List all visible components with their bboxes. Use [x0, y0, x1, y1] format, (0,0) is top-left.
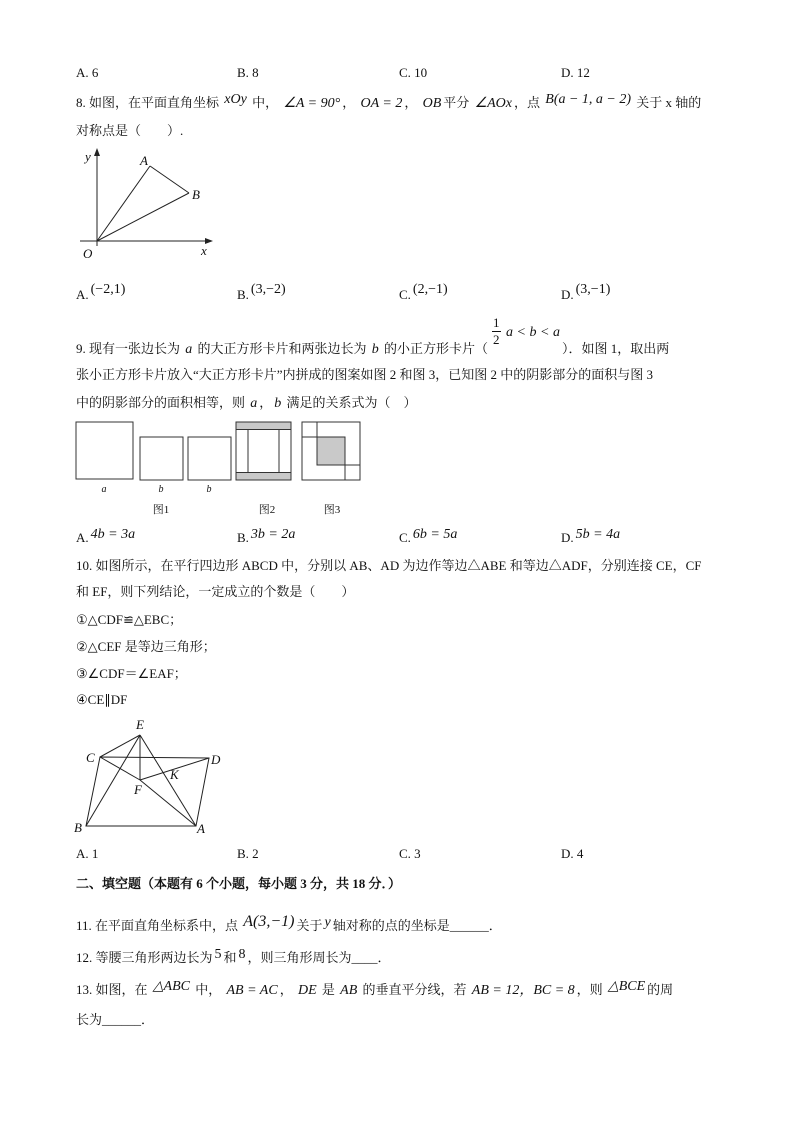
label-e: E	[136, 717, 144, 732]
option-letter: D.	[561, 287, 574, 302]
q8-option-d	[561, 282, 612, 305]
q12-text: 12. 等腰三角形两边长为	[76, 950, 213, 965]
q8-text: ，	[342, 95, 356, 110]
q13-text: ，	[279, 982, 293, 997]
segment-oa	[97, 166, 150, 241]
q11-text: 11. 在平面直角坐标系中，点	[76, 918, 239, 933]
q9-text: 中的阴影部分的面积相等，则	[76, 395, 246, 410]
q9-option-d	[561, 529, 622, 548]
q10-option-b: B. 2	[237, 846, 259, 861]
q12-num-5: 5	[214, 947, 222, 962]
caption-fig3: 图3	[323, 504, 341, 516]
q9-text: 的小正方形卡片（	[384, 341, 489, 356]
q9-option-b	[237, 529, 297, 548]
q12-stem	[76, 949, 391, 968]
label-c: C	[86, 750, 95, 765]
q8-option-b	[237, 282, 288, 305]
segment-ob	[97, 193, 189, 241]
fig2-shaded-bottom	[236, 473, 291, 481]
option-value: 4b = 3a	[90, 527, 136, 542]
q10-statement-1: ①△CDF≌△EBC；	[76, 612, 183, 627]
q8-option-c	[399, 282, 450, 305]
q7-option-a: A. 6	[76, 65, 99, 80]
y-axis-arrow-icon	[94, 148, 100, 156]
option-letter: B.	[237, 530, 249, 545]
q10-parallelogram-figure	[70, 716, 230, 840]
q10-statement-2: ②△CEF 是等边三角形；	[76, 639, 216, 654]
label-k: K	[170, 767, 179, 782]
option-letter: A.	[76, 530, 89, 545]
q9-text: ，	[259, 395, 273, 410]
option-value: 6b = 5a	[412, 527, 458, 542]
q13-math-lengths: AB = 12，BC = 8	[471, 983, 575, 998]
q8-text: 关于 x 轴的	[636, 95, 702, 110]
label-b1: b	[158, 484, 164, 495]
q13-math-triangle-bce: △BCE	[607, 979, 646, 994]
q9-var-a: a	[185, 342, 193, 357]
segment-eb	[86, 735, 140, 826]
q11-stem	[76, 913, 502, 936]
fig2-small-square-left	[236, 430, 279, 473]
q7-option-c: C. 10	[399, 65, 428, 80]
option-value: (2,−1)	[412, 282, 448, 297]
q9-inequality-text: a < b < a	[506, 325, 560, 340]
q12-text: 和	[223, 950, 237, 965]
label-a: a	[101, 484, 107, 495]
q13-stem-line1	[76, 981, 673, 1000]
label-b: B	[74, 820, 82, 835]
option-value: 3b = 2a	[250, 527, 296, 542]
caption-fig2: 图2	[258, 504, 276, 516]
q8-text: 中，	[252, 95, 279, 110]
fraction-denominator: 2	[493, 332, 500, 347]
option-letter: B.	[237, 287, 249, 302]
q13-math-de: DE	[297, 983, 317, 998]
q13-text: 是	[321, 982, 335, 997]
fig2-shaded-top	[236, 422, 291, 430]
q9-var-b: b	[274, 396, 282, 411]
label-point-b: B	[192, 187, 200, 202]
q9-option-a	[76, 529, 137, 548]
q8-text: 平分	[443, 95, 470, 110]
q8-stem-line2: 对称点是（ ）.	[76, 123, 184, 138]
q13-text: 的周	[647, 982, 674, 997]
option-letter: A.	[76, 287, 89, 302]
q9-stem-line1	[76, 315, 670, 359]
q7-option-b: B. 8	[237, 65, 259, 80]
q12-num-8: 8	[238, 947, 246, 962]
q11-text: 关于	[296, 918, 323, 933]
q13-stem-line2: 长为______．	[76, 1012, 155, 1027]
q12-text: ，则三角形周长为____．	[247, 950, 391, 965]
fig2-small-square-right	[248, 430, 291, 473]
q9-option-c	[399, 529, 459, 548]
q8-option-a	[76, 282, 127, 305]
q13-text: 13. 如图，在	[76, 982, 148, 997]
large-square-a	[76, 422, 133, 479]
q11-math-point-a: A(3,−1)	[243, 913, 295, 930]
segment-fa	[140, 780, 196, 826]
q8-text: 8. 如图，在平面直角坐标	[76, 95, 220, 110]
q10-option-a: A. 1	[76, 846, 99, 861]
caption-fig1: 图1	[152, 504, 170, 516]
fig3-shaded-overlap	[317, 437, 345, 465]
q9-text: 9. 现有一张边长为	[76, 341, 181, 356]
q11-var-y: y	[324, 915, 331, 930]
q10-option-c: C. 3	[399, 846, 421, 861]
q8-stem-line1	[76, 94, 701, 113]
q9-fraction-half	[492, 315, 501, 348]
q9-stem-line3	[76, 394, 417, 413]
q8-math-angle-aox: ∠AOx	[474, 96, 512, 111]
q10-option-d: D. 4	[561, 846, 584, 861]
q9-inequality	[488, 315, 562, 358]
segment-cf	[100, 757, 140, 780]
label-a: A	[197, 821, 205, 836]
segment-ea	[140, 735, 196, 826]
fig2-outer-square	[236, 422, 291, 480]
q9-text: 的大正方形卡片和两张边长为	[197, 341, 367, 356]
q10-stem-line1: 10. 如图所示，在平行四边形 ABCD 中，分别以 AB、AD 为边作等边△ABE 和等边△ADF，分别连接 CE，CF	[76, 558, 702, 573]
q13-math-triangle-abc: △ABC	[152, 979, 190, 994]
q9-var-a: a	[250, 396, 258, 411]
option-letter: D.	[561, 530, 574, 545]
q8-text: ，	[404, 95, 418, 110]
label-origin: O	[83, 246, 93, 261]
q8-math-angle-a: ∠A = 90°	[283, 96, 341, 111]
q9-text: ）．如图 1，取出两	[562, 341, 670, 356]
q8-coordinate-figure	[74, 145, 219, 265]
q10-stem-line2: 和 EF，则下列结论，一定成立的个数是（ ）	[76, 584, 355, 599]
q13-text: 的垂直平分线，若	[362, 982, 467, 997]
label-d: D	[211, 752, 221, 767]
small-square-b1	[140, 437, 183, 480]
option-value: (3,−2)	[250, 282, 286, 297]
q9-stem-line2: 张小正方形卡片放入“大正方形卡片”内拼成的图案如图 2 和图 3，已知图 2 中的阴影部分的面积与图 3	[76, 367, 654, 382]
q9-squares-figure	[74, 418, 366, 520]
label-f: F	[134, 782, 142, 797]
q10-statement-3: ③∠CDF＝∠EAF；	[76, 666, 187, 681]
q9-text: 满足的关系式为（ ）	[286, 395, 417, 410]
section-heading-fill-in: 二、填空题（本题有 6 个小题，每小题 3 分，共 18 分．）	[76, 876, 402, 891]
q13-math-ab-ac: AB = AC	[226, 983, 278, 998]
q8-math-oa: OA = 2	[360, 96, 403, 111]
q7-option-d: D. 12	[561, 65, 590, 80]
q8-math-ob: OB	[422, 96, 442, 111]
q13-math-ab: AB	[340, 983, 358, 998]
segment-ab	[150, 166, 189, 193]
q8-math-xoy: xOy	[224, 92, 247, 107]
q8-text: ，点	[514, 95, 541, 110]
option-value: 5b = 4a	[575, 527, 621, 542]
parallelogram-abcd	[86, 757, 209, 826]
q8-math-point-b: B(a − 1, a − 2)	[545, 92, 632, 107]
q13-text: ，则	[576, 982, 603, 997]
label-point-a: A	[140, 153, 148, 168]
q13-text: 中，	[195, 982, 222, 997]
option-letter: C.	[399, 530, 411, 545]
fraction-numerator: 1	[493, 315, 500, 330]
q9-var-b: b	[371, 342, 379, 357]
option-value: (−2,1)	[90, 282, 126, 297]
q11-text: 轴对称的点的坐标是______．	[332, 918, 502, 933]
option-letter: C.	[399, 287, 411, 302]
option-value: (3,−1)	[575, 282, 611, 297]
label-b2: b	[206, 484, 212, 495]
label-x-axis: x	[201, 243, 207, 258]
small-square-b2	[188, 437, 231, 480]
q10-statement-4: ④CE∥DF	[76, 692, 128, 707]
label-y-axis: y	[85, 149, 91, 164]
